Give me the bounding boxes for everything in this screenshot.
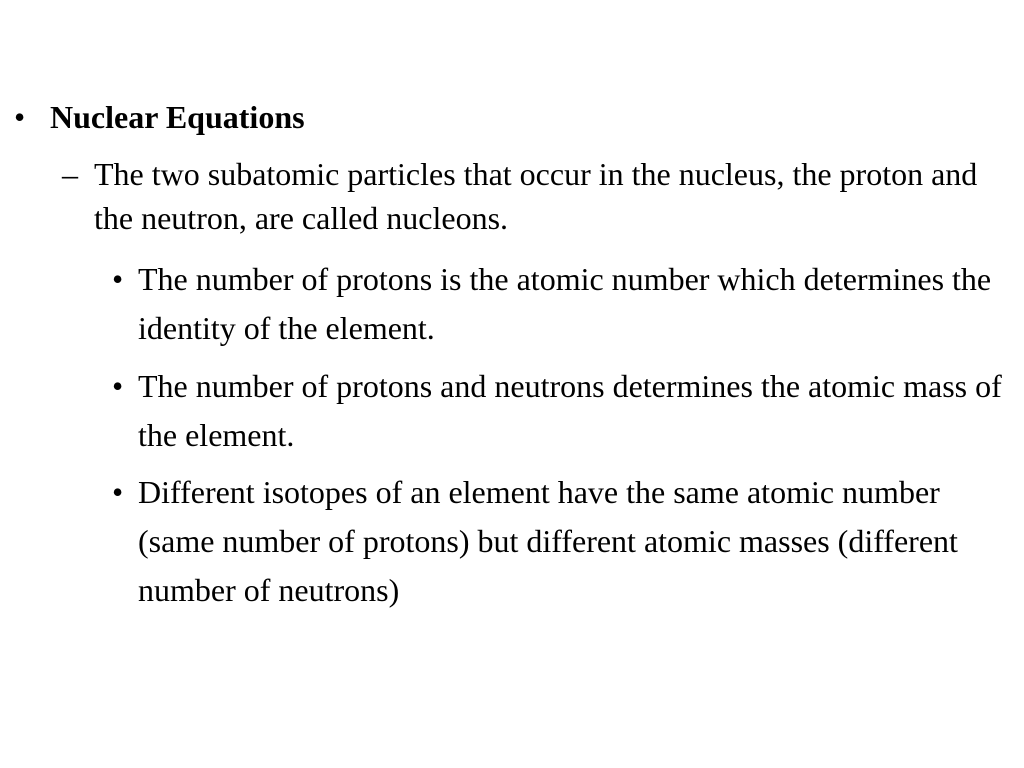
detail-text: Different isotopes of an element have the same atomic number (same number of protons) but different atomic masses (different number of neutrons) [138, 474, 958, 608]
dash-marker: – [62, 156, 78, 192]
detail-item [112, 362, 1018, 460]
bullet-marker: • [112, 261, 124, 297]
detail-item [112, 255, 1018, 353]
detail-text: The number of protons and neutrons determines the atomic mass of the element. [138, 368, 1002, 453]
bullet-marker: • [112, 474, 124, 510]
subpoint-item [62, 152, 1019, 240]
bullet-marker: • [112, 368, 124, 404]
bullet-marker: • [14, 99, 26, 135]
slide-heading: Nuclear Equations [50, 99, 305, 135]
detail-text: The number of protons is the atomic number which determines the identity of the element. [138, 261, 992, 346]
heading-bullet-item [14, 96, 950, 138]
detail-item [112, 468, 1018, 615]
subpoint-text: The two subatomic particles that occur in the nucleus, the proton and the neutron, are called nucleons. [94, 156, 978, 236]
